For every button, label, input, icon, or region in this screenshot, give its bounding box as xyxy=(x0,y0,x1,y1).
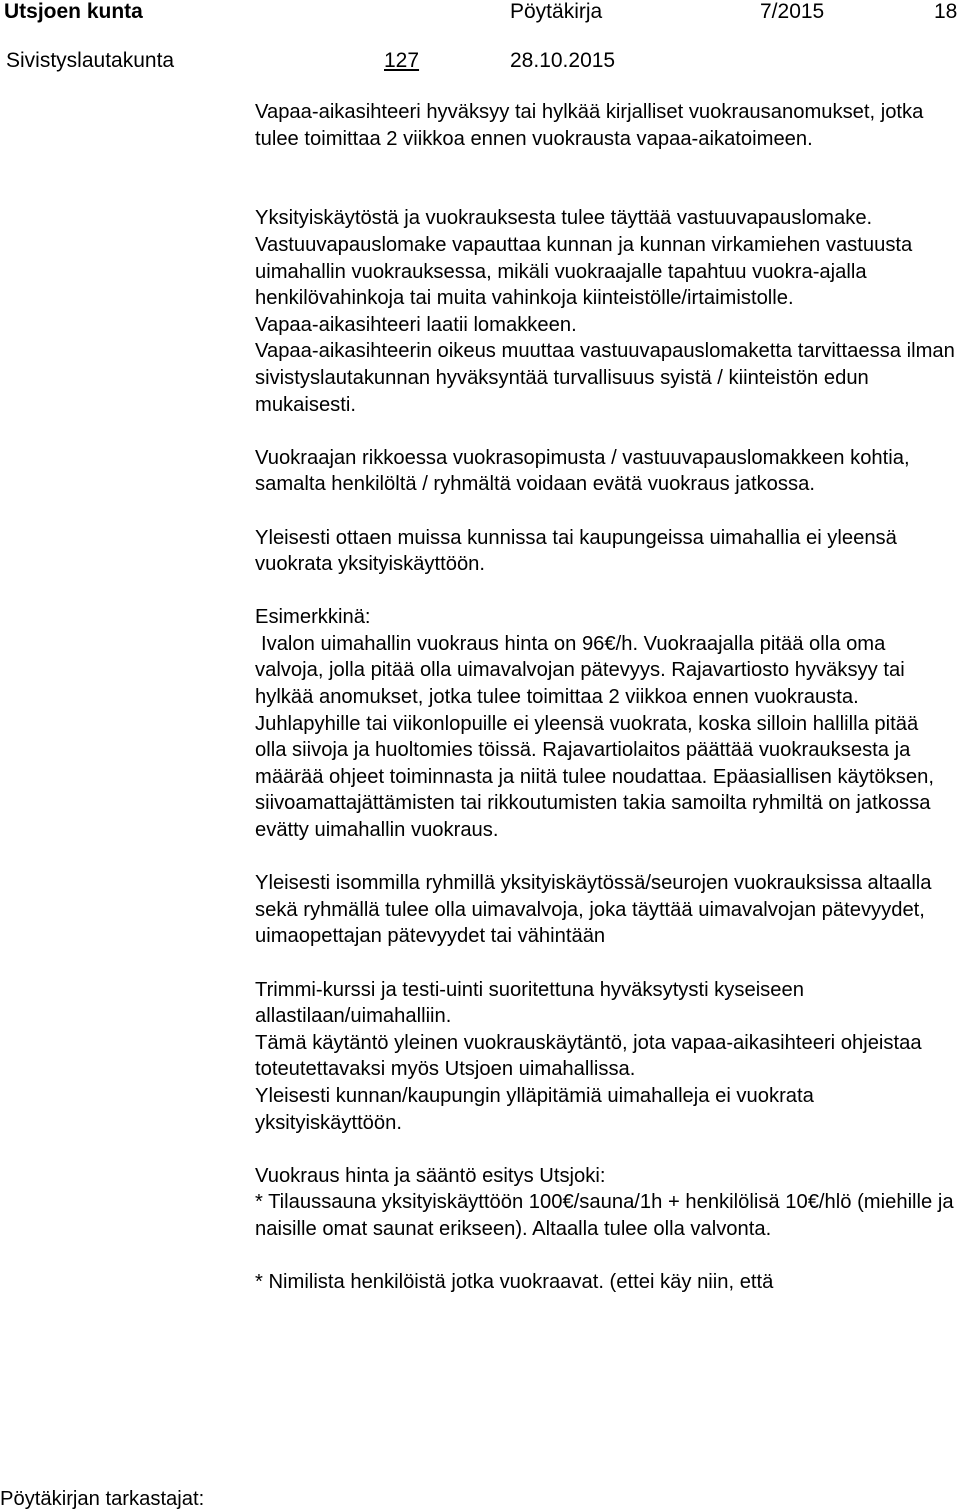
document-body xyxy=(255,99,955,1296)
paragraph-violations: Vuokraajan rikkoessa vuokrasopimusta / vastuuvapauslomakkeen kohtia, samalta henkilöltä / ryhmältä voidaan evätä vuokraus jatkossa. xyxy=(255,446,910,496)
page-number: 18 xyxy=(934,0,958,23)
doc-type: Pöytäkirja xyxy=(510,0,603,23)
paragraph-liability-waiver: Yksityiskäytöstä ja vuokrauksesta tulee täyttää vastuuvapauslomake. Vastuuvapauslomake vapauttaa kunnan ja kunnan virkamiehen vastuusta uimahallin vuokrauksessa, mikäli vuokraajalle tapahtuu vuokra-ajalla henkilövahinkoja tai muita vahinkoja kiinteistölle/irtaimistolle. xyxy=(255,207,913,310)
paragraph-lifeguard-requirement: Yleisesti isommilla ryhmillä yksityiskäytössä/seurojen vuokrauksissa altaalla sekä ryhmällä tulee olla uimavalvoja, joka täyttää uimavalvojan pätevyydet, uimaopettajan pätevyydet tai vähintään xyxy=(255,872,932,948)
paragraph-ivalo-example: Ivalon uimahallin vuokraus hinta on 96€/h. Vuokraajalla pitää olla oma valvoja, jolla pitää olla uimavalvojan pätevyys. Rajavartiosto hyväksyy tai hylkää anomukset, jotka tulee toimittaa 2 viikkoa ennen vuokrausta. Juhlapyhille tai viikonlopuille ei yleensä vuokrata, koska silloin hallilla pitää olla siivoja ja huoltomies töissä. Rajavartiolaitos päättää vuokrauksesta ja määrää ohjeet toiminnasta ja niitä tulee noudattaa. Epäasiallisen käytöksen, siivoamattajättämisten tai rikkoutumisten takia samoilta ryhmiltä on jatkossa evätty uimahallin vuokraus. xyxy=(255,632,934,842)
paragraph-form-changes: Vapaa-aikasihteerin oikeus muuttaa vastuuvapauslomaketta tarvittaessa ilman sivistyslautakunnan hyväksyntää turvallisuus syistä / kiinteistön edun mukaisesti. xyxy=(255,340,955,416)
paragraph-no-rental: Yleisesti kunnan/kaupungin ylläpitämiä uimahalleja ei vuokrata yksityiskäyttöön. xyxy=(255,1084,814,1134)
meeting-date: 28.10.2015 xyxy=(510,49,616,72)
paragraph-general-practice: Yleisesti ottaen muissa kunnissa tai kaupungeissa uimahallia ei yleensä vuokrata yksityiskäyttöön. xyxy=(255,526,897,576)
paragraph-name-list: * Nimilista henkilöistä jotka vuokraavat. (ettei käy niin, että xyxy=(255,1271,774,1294)
document-header xyxy=(0,0,960,80)
example-label: Esimerkkinä: xyxy=(255,606,371,629)
paragraph-trimmi-course: Trimmi-kurssi ja testi-uinti suoritettuna hyväksytysti kyseiseen allastilaan/uimahalliin. xyxy=(255,978,804,1028)
section-number: 127 xyxy=(384,49,420,72)
paragraph-applications: Vapaa-aikasihteeri hyväksyy tai hylkää kirjalliset vuokrausanomukset, jotka tulee toimittaa 2 viikkoa ennen vuokrausta vapaa-aikatoimeen. xyxy=(255,101,924,150)
pricing-label: Vuokraus hinta ja sääntö esitys Utsjoki: xyxy=(255,1164,606,1187)
org-name: Utsjoen kunta xyxy=(4,0,143,23)
inspectors-label: Pöytäkirjan tarkastajat: xyxy=(0,1488,205,1510)
paragraph-sauna-pricing: * Tilaussauna yksityiskäyttöön 100€/sauna/1h + henkilölisä 10€/hlö (miehille ja naisille omat saunat erikseen). Altaalla tulee olla valvonta. xyxy=(255,1191,954,1240)
committee-name: Sivistyslautakunta xyxy=(6,49,175,72)
paragraph-common-practice: Tämä käytäntö yleinen vuokrauskäytäntö, jota vapaa-aikasihteeri ohjeistaa toteutettavaksi myös Utsjoen uimahallissa. xyxy=(255,1031,922,1081)
paragraph-form-author: Vapaa-aikasihteeri laatii lomakkeen. xyxy=(255,313,577,336)
doc-number: 7/2015 xyxy=(760,0,825,23)
